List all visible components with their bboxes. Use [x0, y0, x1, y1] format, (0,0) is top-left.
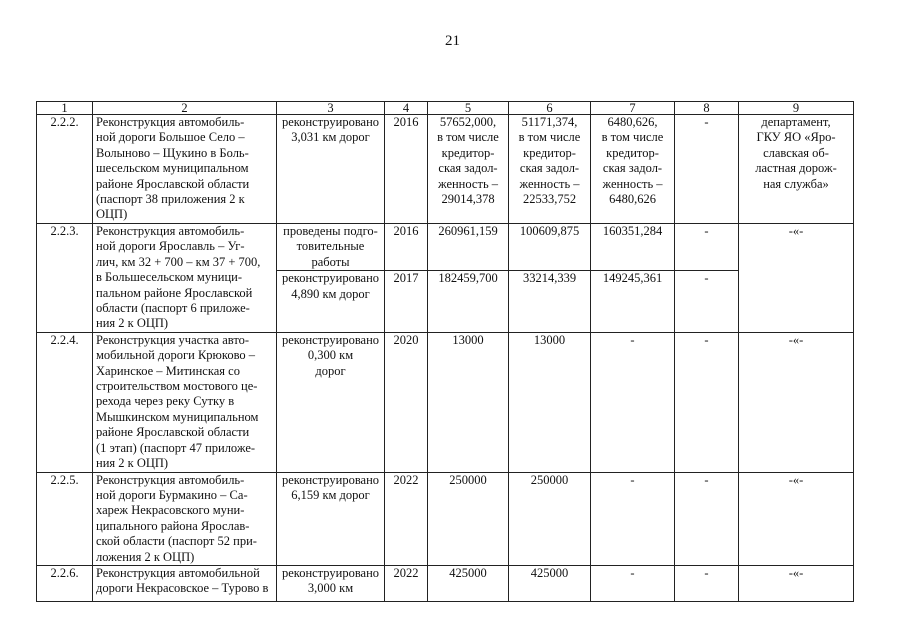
header-cell-3: 3: [277, 102, 385, 115]
total-cell: 13000: [428, 332, 509, 472]
result-cell: реконструировано 3,031 км дорог: [277, 115, 385, 224]
header-cell-7: 7: [591, 102, 675, 115]
regional-cell: 250000: [509, 472, 591, 565]
col8-cell: -: [675, 115, 739, 224]
header-cell-8: 8: [675, 102, 739, 115]
executor-cell: -«-: [739, 565, 854, 601]
federal-cell: -: [591, 472, 675, 565]
executor-cell: -«-: [739, 224, 854, 333]
header-cell-5: 5: [428, 102, 509, 115]
total-cell: 57652,000, в том числе кредитор- ская задол- женность – 29014,378: [428, 115, 509, 224]
table-row: [37, 115, 854, 224]
object-name: Реконструкция автомобиль- ной дороги Ярославль – Уг- лич, км 32 + 700 – км 37 + 700, в Большесельском муници- пальном районе Ярославской области (паспорт 6 приложе- ния 2 к ОЦП): [93, 224, 277, 333]
table-row: [37, 224, 854, 271]
regional-cell: 51171,374, в том числе кредитор- ская задол- женность – 22533,752: [509, 115, 591, 224]
total-cell: 425000: [428, 565, 509, 601]
year-cell: 2022: [385, 565, 428, 601]
total-cell: 260961,159: [428, 224, 509, 271]
col8-cell: -: [675, 565, 739, 601]
year-cell: 2016: [385, 224, 428, 271]
executor-cell: -«-: [739, 472, 854, 565]
regional-cell: 33214,339: [509, 271, 591, 332]
col8-cell: -: [675, 472, 739, 565]
federal-cell: 6480,626, в том числе кредитор- ская задол- женность – 6480,626: [591, 115, 675, 224]
object-name: Реконструкция автомобиль- ной дороги Бурмакино – Са- хареж Некрасовского муни- ципального района Ярослав- ской области (паспорт 52 при- ложения 2 к ОЦП): [93, 472, 277, 565]
federal-cell: 149245,361: [591, 271, 675, 332]
result-cell: проведены подго- товительные работы: [277, 224, 385, 271]
federal-cell: 160351,284: [591, 224, 675, 271]
executor-cell: департамент, ГКУ ЯО «Яро- славская об- ластная дорож- ная служба»: [739, 115, 854, 224]
year-cell: 2020: [385, 332, 428, 472]
col8-cell: -: [675, 332, 739, 472]
result-cell: реконструировано 0,300 км дорог: [277, 332, 385, 472]
header-cell-6: 6: [509, 102, 591, 115]
year-cell: 2016: [385, 115, 428, 224]
row-number: 2.2.6.: [37, 565, 93, 601]
row-number: 2.2.5.: [37, 472, 93, 565]
row-number: 2.2.2.: [37, 115, 93, 224]
object-name: Реконструкция автомобиль- ной дороги Большое Село – Волыново – Щукино в Боль- шесельском муниципальном районе Ярославской области (паспорт 38 приложения 2 к ОЦП): [93, 115, 277, 224]
row-number: 2.2.3.: [37, 224, 93, 333]
table-row: [37, 565, 854, 601]
regional-cell: 13000: [509, 332, 591, 472]
year-cell: 2017: [385, 271, 428, 332]
object-name: Реконструкция участка авто- мобильной дороги Крюково – Харинское – Митинская со строительством мостового це- рехода через реку Сутку в Мышкинском муниципальном районе Ярославской области (1 этап) (паспорт 47 приложе- ния 2 к ОЦП): [93, 332, 277, 472]
table-row: [37, 472, 854, 565]
federal-cell: -: [591, 565, 675, 601]
col8-cell: -: [675, 224, 739, 271]
year-cell: 2022: [385, 472, 428, 565]
federal-cell: -: [591, 332, 675, 472]
program-table: [36, 101, 854, 602]
executor-cell: -«-: [739, 332, 854, 472]
regional-cell: 425000: [509, 565, 591, 601]
header-cell-9: 9: [739, 102, 854, 115]
result-cell: реконструировано 4,890 км дорог: [277, 271, 385, 332]
page-number: 21: [445, 33, 460, 49]
object-name: Реконструкция автомобильной дороги Некрасовское – Турово в: [93, 565, 277, 601]
header-cell-2: 2: [93, 102, 277, 115]
table-row: [37, 332, 854, 472]
header-cell-4: 4: [385, 102, 428, 115]
row-number: 2.2.4.: [37, 332, 93, 472]
col8-cell: -: [675, 271, 739, 332]
total-cell: 182459,700: [428, 271, 509, 332]
header-row: [37, 102, 854, 115]
regional-cell: 100609,875: [509, 224, 591, 271]
result-cell: реконструировано 6,159 км дорог: [277, 472, 385, 565]
header-cell-1: 1: [37, 102, 93, 115]
result-cell: реконструировано 3,000 км: [277, 565, 385, 601]
total-cell: 250000: [428, 472, 509, 565]
